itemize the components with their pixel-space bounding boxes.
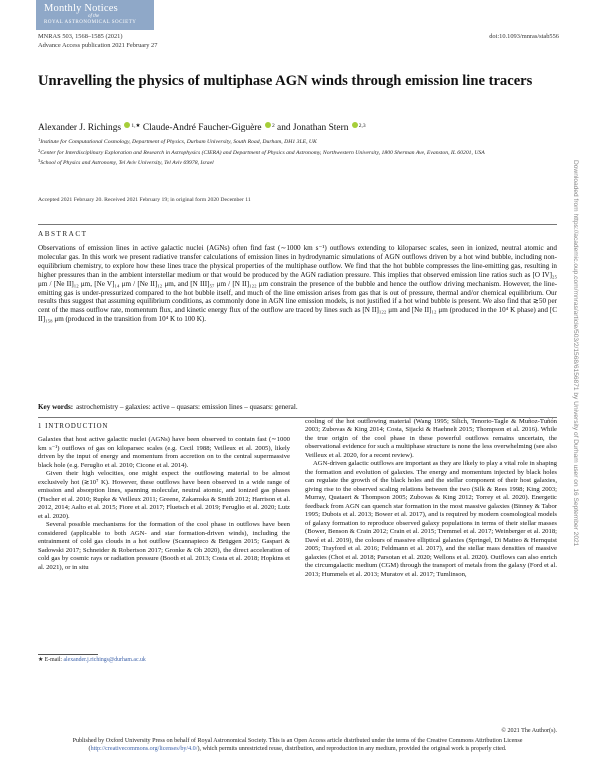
advance-access: Advance Access publication 2021 February 27: [38, 42, 158, 49]
affiliation: $^1$Institute for Computational Cosmology, Department of Physics, Durham University, South Road, Durham, DH1 3LE, UK: [38, 137, 317, 145]
author-list: [38, 120, 366, 134]
paper-title: Unravelling the physics of multiphase AGN winds through emission line tracers: [38, 73, 533, 89]
left-column: [38, 418, 290, 572]
journal-logo-line2: of the: [88, 14, 100, 19]
journal-meta: [38, 32, 157, 50]
author-conjunction: and: [277, 123, 291, 133]
citation: MNRAS 503, 1568–1585 (2021): [38, 33, 123, 40]
affiliations: [38, 136, 558, 168]
orcid-icon[interactable]: [352, 122, 358, 128]
doi[interactable]: doi:10.1093/mnras/stab556: [489, 33, 559, 40]
author-3-affil: 2,3: [358, 123, 366, 129]
license-text: Published by Oxford University Press on behalf of Royal Astronomical Society. This is an Open Access article distributed under the terms of the Creative Commons Attribution License (http://creativecommons.org/licenses/by/4.0/), which permits unrestricted reuse, distribution, and reproduction in any medium, provided the original work is properly cited.: [72, 738, 523, 752]
copyright: © 2021 The Author(s).: [501, 728, 557, 734]
footnote-label: ★ E-mail:: [38, 657, 63, 663]
journal-logo-line3: ROYAL ASTRONOMICAL SOCIETY: [44, 20, 137, 25]
orcid-icon[interactable]: [124, 122, 130, 128]
paragraph: Given their high velocities, one might expect the outflowing material to be almost exclusively hot (≳10⁷ K). However, these outflows have been observed in a wide range of emission and absorption lines, spanning molecular, neutral atomic, and ionized gas phases (Fischer et al. 2010; Rupke & Veilleux 2011; Greene, Zakamska & Smith 2012; Harrison et al. 2012, 2014; Aalto et al. 2015; Fiore et al. 2017; Fluetsch et al. 2019; Feruglio et al. 2020; Lutz et al. 2020).: [38, 470, 290, 520]
author-1[interactable]: Alexander J. Richings: [38, 123, 122, 133]
keywords-text: astrochemistry – galaxies: active – quasars: emission lines – quasars: general.: [76, 403, 298, 411]
author-1-affil: 1,★: [131, 123, 141, 129]
section-heading: 1 INTRODUCTION: [38, 423, 109, 430]
keywords-label: Key words:: [38, 403, 74, 411]
paragraph: Galaxies that host active galactic nuclei (AGNs) have been observed to contain fast (∼1000 km s⁻¹) outflows of gas on kiloparsec scales (e.g. Cecil 1988; Veilleux et al. 2005), likely driven by the input of energy and momentum from accretion on to the central supermassive black hole (e.g. Feruglio et al. 2010; Cicone et al. 2014).: [38, 436, 290, 469]
abstract-heading: ABSTRACT: [38, 224, 557, 238]
license-link[interactable]: http://creativecommons.org/licenses/by/4.0/: [90, 745, 198, 752]
author-2-affil: 2: [271, 123, 275, 129]
right-column: [305, 418, 557, 579]
paragraph: Several possible mechanisms for the formation of the cool phase in outflows have been considered (applicable to both AGN- and star formation-driven winds), including the entrainment of cold gas clouds in a hot outflow (Scannapieco & Brüggen 2015; Gaspari & Sadowski 2017; Schneider & Robertson 2017; Gronke & Oh 2020), the direct acceleration of cold gas by cosmic rays or radiation pressure (Booth et al. 2013; Costa et al. 2018; Hopkins et al. 2021), or in situ: [38, 521, 290, 571]
abstract-text: Observations of emission lines in active galactic nuclei (AGNs) often find fast (∼1000 km s⁻¹) outflows extending to kiloparsec scales, seen in ionized, neutral atomic and molecular gas. In this work we present radiative transfer calculations of emission lines in hydrodynamic simulations of AGN outflows driven by a hot wind bubble, including non-equilibrium chemistry, to explore how these lines trace the physical properties of the multiphase outflow. We find that the hot bubble compresses the line-emitting gas, resulting in higher pressures than in the ambient interstellar medium or that would be produced by the AGN radiation pressure. This implies that observed emission line ratios such as [O IV]₂₅ μm / [Ne II]₁₂ μm, [Ne V]₁₄ μm / [Ne II]₁₂ μm, and [N III]₅₇ μm / [N II]₁₂₂ μm constrain the presence of the bubble and hence the outflow driving mechanism. However, the line-emitting gas is under-pressurized compared to the hot bubble itself, and much of the line emission arises from gas that is out of pressure, thermal and/or chemical equilibrium. Our results thus suggest that assuming equilibrium conditions, as commonly done in AGN line emission models, is not justified if a hot wind bubble is present. We also find that ≳50 per cent of the mass outflow rate, momentum flux, and kinetic energy flux of the outflow are traced by lines such as [N II]₁₂₂ μm and [Ne II]₁₂ μm (produced in the 10⁴ K phase) and [C II]₁₅₈ μm (produced in the transition from 10⁴ K to 100 K).: [38, 244, 557, 324]
paragraph: cooling of the hot outflowing material (Wang 1995; Silich, Tenorio-Tagle & Muñoz-Tuñón 2003; Zubovas & King 2014; Costa, Sijacki & Haehnelt 2015; Thompson et al. 2016). While the true origin of the cool phase in these powerful outflows remains uncertain, the observational evidence for such a multiphase structure is none the less overwhelming (see also Veilleux et al. 2020, for a recent review).: [305, 418, 557, 459]
affiliation: $^2$Center for Interdisciplinary Exploration and Research in Astrophysics (CIERA) and Department of Physics and Astronomy, Northwestern University, 1800 Sherman Ave, Evanston, IL 60201, USA: [38, 147, 485, 156]
received-dates: Accepted 2021 February 20. Received 2021 February 19; in original form 2020 December 11: [38, 197, 251, 203]
footnote-divider: [38, 654, 98, 655]
download-watermark[interactable]: Downloaded from https://academic.oup.com/mnras/article/503/2/1568/6156871 by University of Durham user on 16 September 2021: [572, 160, 579, 547]
paragraph: AGN-driven galactic outflows are important as they are likely to play a vital role in shaping the formation and evolution of galaxies. The energy and momentum injected by black holes can regulate the growth of the black holes and the stellar component of their host galaxies, giving rise to the observed scaling relations between the two (Silk & Rees 1998; King 2003; Murray, Quataert & Thompson 2005; Zubovas & King 2012; Torrey et al. 2020). Energetic feedback from AGN can quench star formation in the most massive galaxies (Binney & Tabor 1995; Dubois et al. 2013; Bower et al. 2017), and is required by modern cosmological models of galaxy formation to reproduce observed galaxy populations in terms of their stellar masses (Bower, Benson & Crain 2012; Crain et al. 2015; Tremmel et al. 2017; Weinberger et al. 2018; Davé et al. 2019), the colours of massive elliptical galaxies (Springel, Di Matteo & Hernquist 2005; Trayford et al. 2016; Feldmann et al. 2017), and the stellar mass densities of massive galaxies (Choi et al. 2018; Parsotan et al. 2020; Wellons et al. 2020). Outflows can also enrich the circumgalactic medium (CGM) through the transport of metals from the galaxy (Ford et al. 2013; Hummels et al. 2013; Muratov et al. 2017; Tumlinson,: [305, 460, 557, 578]
journal-logo-line1: Monthly Notices: [44, 3, 118, 14]
keywords: [38, 403, 557, 412]
footnote: [38, 656, 146, 664]
author-2[interactable]: Claude-André Faucher-Giguère: [142, 123, 262, 133]
journal-logo: [36, 0, 154, 30]
orcid-icon[interactable]: [265, 122, 271, 128]
affiliation: $^3$School of Physics and Astronomy, Tel Aviv University, Tel Aviv 69978, Israel: [38, 158, 214, 167]
email-link[interactable]: alexander.j.richings@durham.ac.uk: [63, 657, 146, 663]
author-3[interactable]: Jonathan Stern: [292, 123, 349, 133]
